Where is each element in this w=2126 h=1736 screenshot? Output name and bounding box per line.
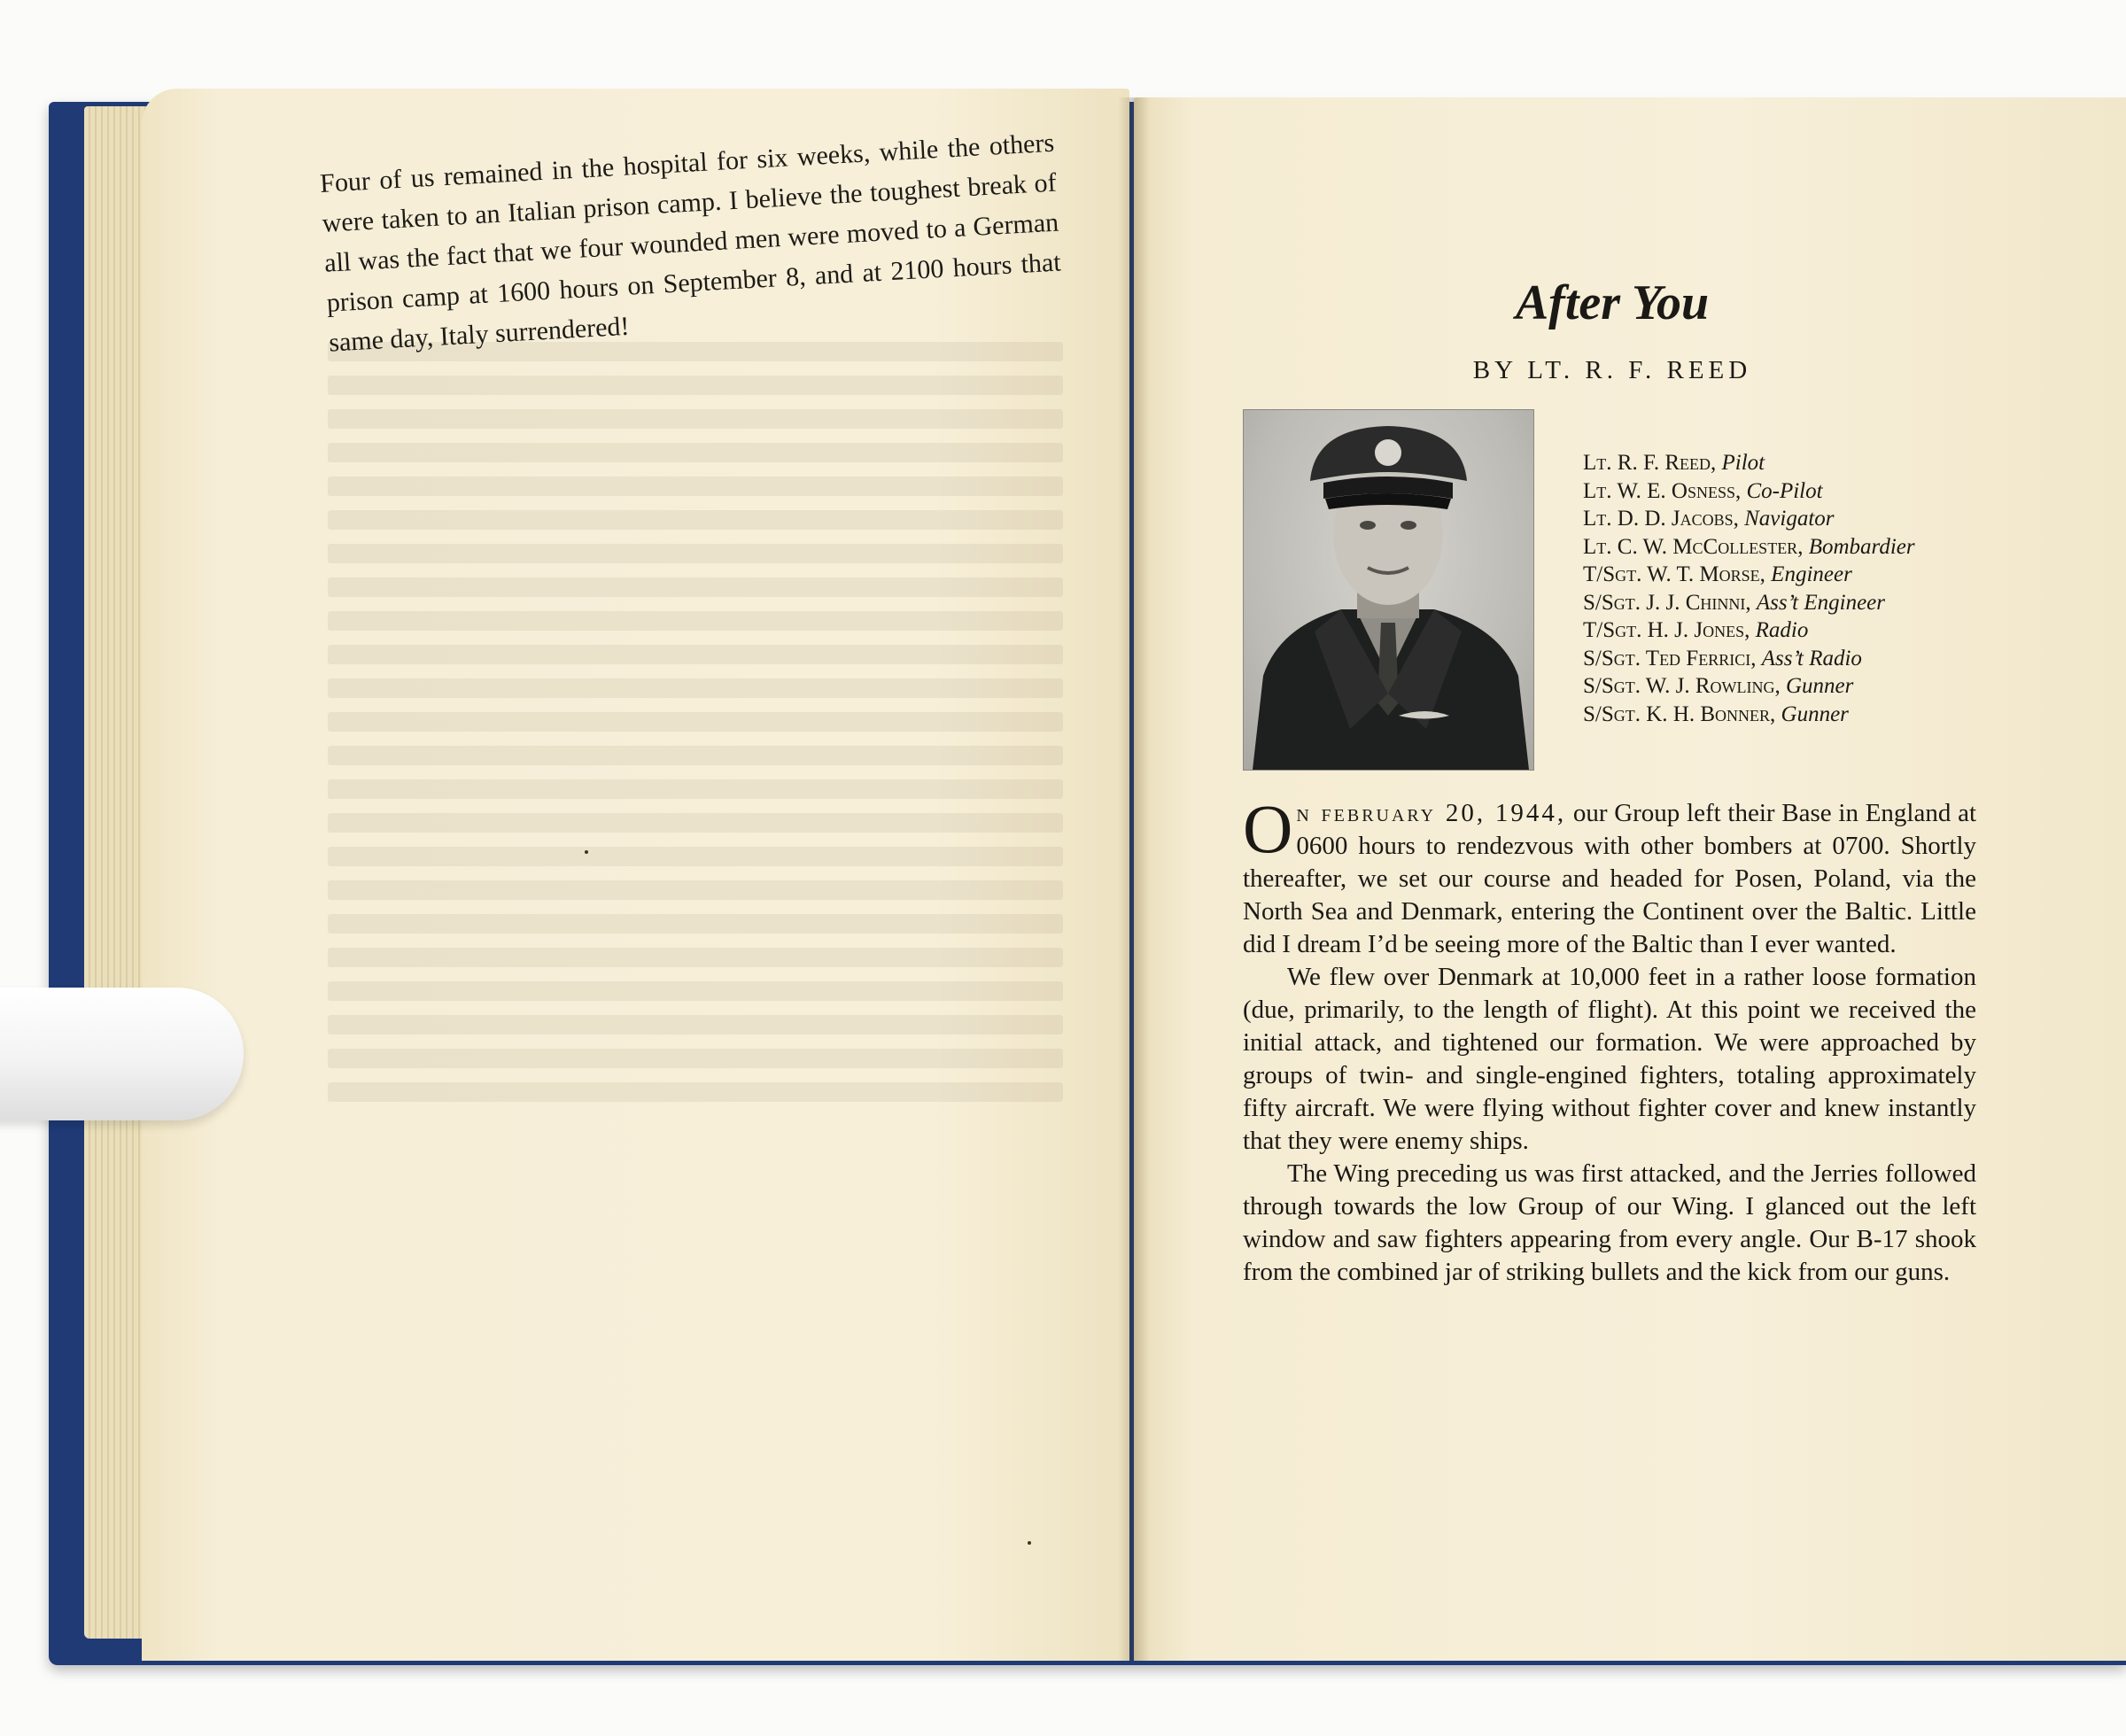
chapter-body <box>1243 790 1976 1289</box>
crew-member: S/Sgt. W. J. Rowling, Gunner <box>1583 674 1854 698</box>
portrait-photo <box>1243 409 1534 771</box>
drop-cap: O <box>1243 790 1293 867</box>
crew-member: S/Sgt. K. H. Bonner, Gunner <box>1583 701 1849 726</box>
byline: BY LT. R. F. REED <box>1472 356 1752 384</box>
crew-member: S/Sgt. Ted Ferrici, Ass’t Radio <box>1583 646 1862 670</box>
thumb-holding-page <box>0 988 244 1120</box>
lead-in: n february 20, 1944, <box>1296 799 1567 827</box>
crew-list <box>1583 449 2061 728</box>
chapter-title: After You <box>1515 275 1710 330</box>
paragraph-2: We flew over Denmark at 10,000 feet in a rather loose formation (due, primarily, to the length of flight). At this point we received the initial attack, and tightened our formation. We were approached by groups of twin- and single-engined fighters, totaling approximately fifty aircraft. We were flying without fighter cover and knew instantly that they were enemy ships. <box>1243 963 1976 1155</box>
crew-member: Lt. R. F. Reed, Pilot <box>1583 451 1765 475</box>
crew-member: Lt. D. D. Jacobs, Navigator <box>1583 507 1835 531</box>
crew-member: T/Sgt. W. T. Morse, Engineer <box>1583 562 1852 586</box>
crew-member: Lt. W. E. Osness, Co-Pilot <box>1583 478 1823 503</box>
show-through-text <box>328 328 1063 1116</box>
page-speck <box>1028 1541 1031 1545</box>
left-page-text <box>319 123 1064 363</box>
crew-member: S/Sgt. J. J. Chinni, Ass’t Engineer <box>1583 590 1885 615</box>
crew-member: T/Sgt. H. J. Jones, Radio <box>1583 618 1809 642</box>
paragraph-1: On february 20, 1944, our Group left their Base in England at 0600 hours to rendezvous with other bombers at 0700. Shortly thereafter, we set our course and headed for Posen, Poland, via the North Sea and Denmark, entering the Continent over the Baltic. Little did I dream I’d be seeing more of the Baltic than I ever wanted. <box>1243 790 1976 958</box>
book-gutter <box>1118 97 1150 1661</box>
left-paragraph: Four of us remained in the hospital for six weeks, while the others were taken to an Italian prison camp. I believe the toughest break of all was the fact that we four wounded men were moved to a German prison camp at 1600 hours on September 8, and at 2100 hours that same day, Italy surrendered! <box>319 128 1062 358</box>
crew-member: Lt. C. W. McCollester, Bombardier <box>1583 534 1915 559</box>
paragraph-3: The Wing preceding us was first attacked, and the Jerries followed through towards the low Group of our Wing. I glanced out the left window and saw fighters appearing from every angle. Our B-17 shook from the combined jar of striking bullets and the kick from our guns. <box>1243 1159 1976 1286</box>
page-speck <box>585 850 588 854</box>
